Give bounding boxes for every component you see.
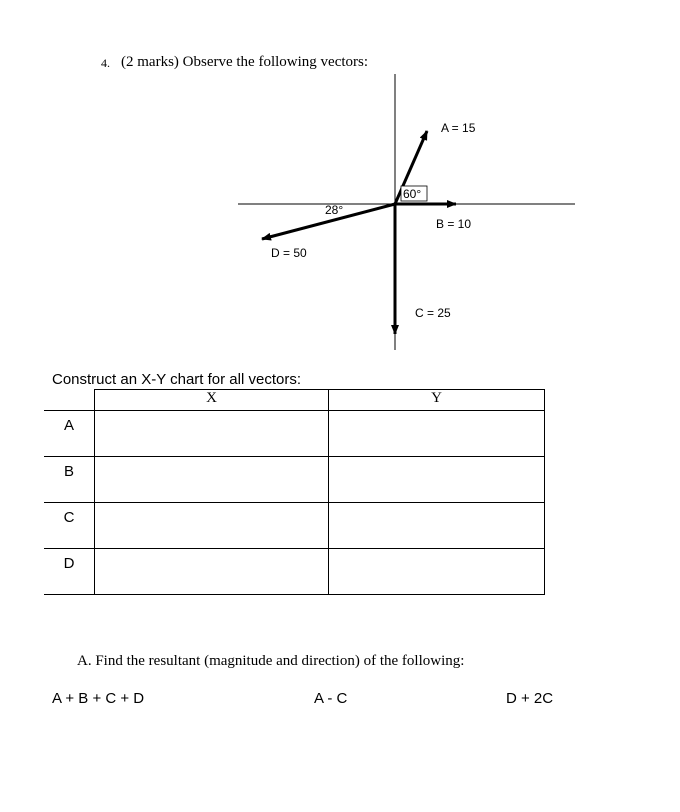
table-row xyxy=(44,549,545,595)
vector-d-label: D = 50 xyxy=(271,246,307,260)
column-header-x: X xyxy=(95,390,329,411)
column-header-y: Y xyxy=(329,390,545,411)
angle-a-label: 60° xyxy=(403,187,422,201)
row-label-d: D xyxy=(44,549,95,595)
chart-instruction: Construct an X-Y chart for all vectors: xyxy=(52,371,301,388)
part-a-text: A. Find the resultant (magnitude and direction) of the following: xyxy=(77,653,465,669)
question-text: (2 marks) Observe the following vectors: xyxy=(121,54,369,70)
row-label-c: C xyxy=(44,503,95,549)
vector-c-label: C = 25 xyxy=(415,306,451,320)
cell-c-y[interactable] xyxy=(329,503,545,549)
cell-d-y[interactable] xyxy=(329,549,545,595)
table-row xyxy=(44,411,545,457)
table-row xyxy=(44,503,545,549)
expression-1: A + B + C + D xyxy=(52,690,145,707)
cell-b-y[interactable] xyxy=(329,457,545,503)
table-corner xyxy=(44,390,95,411)
table-row xyxy=(44,457,545,503)
cell-a-x[interactable] xyxy=(95,411,329,457)
cell-c-x[interactable] xyxy=(95,503,329,549)
table-header-row xyxy=(44,390,545,411)
question-number: 4. xyxy=(101,56,110,70)
cell-b-x[interactable] xyxy=(95,457,329,503)
row-label-b: B xyxy=(44,457,95,503)
vector-b-label: B = 10 xyxy=(436,217,472,231)
expression-2: A - C xyxy=(314,690,348,707)
angle-d-label: 28° xyxy=(325,203,344,217)
xy-chart-table xyxy=(44,389,545,595)
cell-d-x[interactable] xyxy=(95,549,329,595)
row-label-a: A xyxy=(44,411,95,457)
cell-a-y[interactable] xyxy=(329,411,545,457)
vector-a-label: A = 15 xyxy=(441,121,476,135)
expression-3: D + 2C xyxy=(506,690,554,707)
